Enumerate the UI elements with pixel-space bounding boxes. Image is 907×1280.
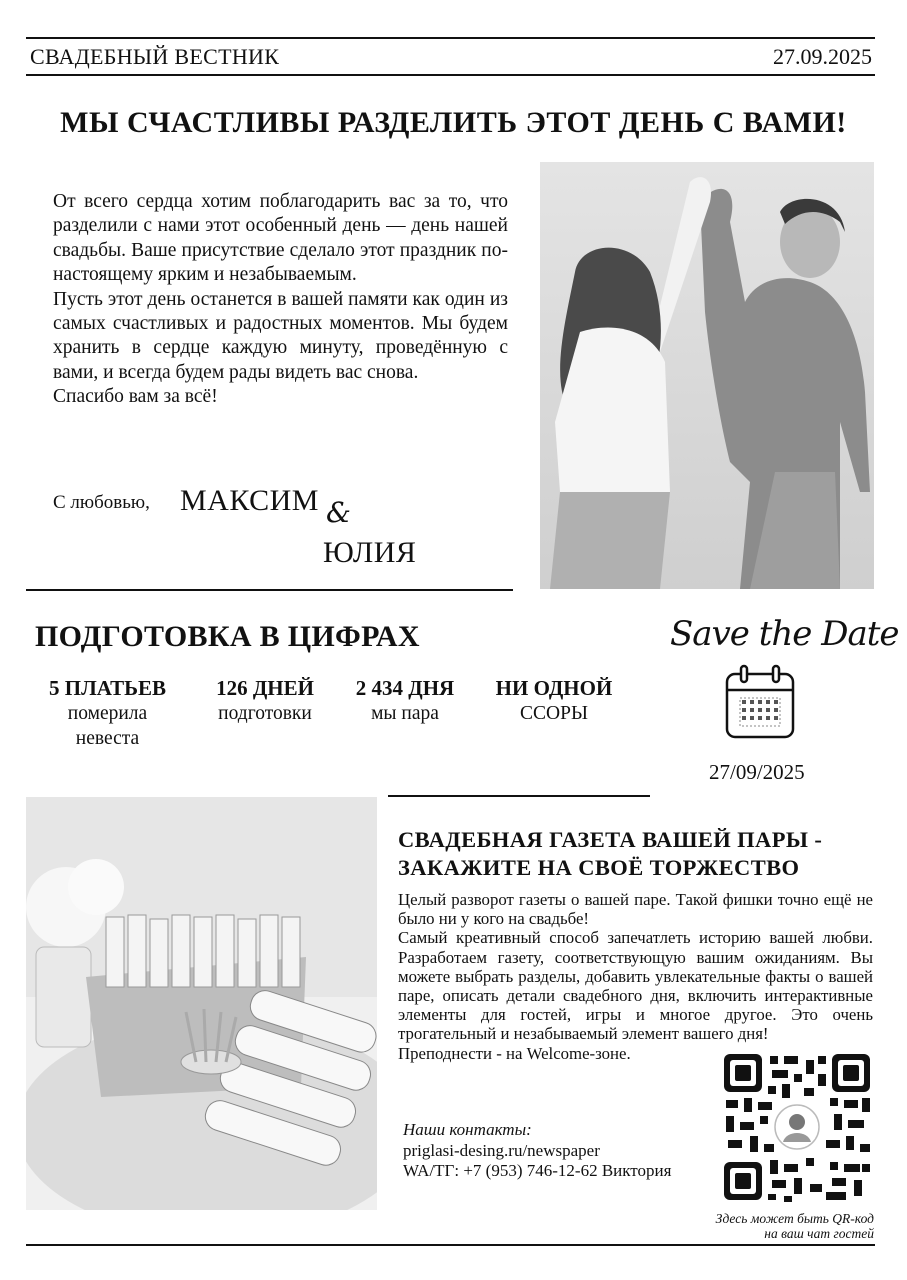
letter-paragraph: Спасибо вам за всё! — [53, 386, 218, 408]
ampersand: & — [326, 496, 351, 529]
thank-you-letter — [53, 190, 508, 410]
stat-caption: ССОРЫ — [520, 703, 588, 724]
letter-divider — [26, 589, 513, 591]
couple-photo — [540, 162, 874, 589]
promo-body — [398, 890, 873, 1063]
save-the-date-label: Save the Date — [670, 614, 899, 654]
promo-paragraph: Самый креативный способ запечатлеть историю вашей любви. Разработаем газету, соответствующую вашим ожиданиям. Вы можете выбрать разделы, добавить увлекательные факты о вашей паре, описать детали свадебного дня, включить интерактивные элементы для гостей, игры и многое другое. Это очень трогательный и незабываемый элемент вашего дня! — [398, 928, 873, 1044]
newspapers-photo — [26, 797, 377, 1210]
stat-caption: померила невеста — [67, 703, 148, 749]
letter-signoff: С любовью, — [53, 492, 150, 513]
stats-title: ПОДГОТОВКА В ЦИФРАХ — [35, 620, 420, 653]
stat-item — [484, 676, 624, 726]
save-the-date-date: 27/09/2025 — [709, 760, 805, 784]
stat-caption: мы пара — [371, 703, 439, 724]
save-date-divider — [388, 795, 650, 797]
groom-name: МАКСИМ — [180, 484, 319, 517]
promo-paragraph: Преподнести - на Welcome-зоне. — [398, 1043, 631, 1063]
promo-title: СВАДЕБНАЯ ГАЗЕТА ВАШЕЙ ПАРЫ - ЗАКАЖИТЕ НА СВОЁ ТОРЖЕСТВО — [398, 827, 823, 880]
masthead-top-rule — [26, 37, 875, 39]
qr-note — [674, 1211, 874, 1241]
stat-item — [36, 676, 179, 751]
stat-value: 5 ПЛАТЬЕВ — [49, 676, 166, 700]
bride-name: ЮЛИЯ — [323, 536, 417, 569]
stat-value: 126 ДНЕЙ — [216, 676, 314, 700]
stat-item — [200, 676, 330, 726]
stat-value: НИ ОДНОЙ — [495, 676, 613, 700]
promo-paragraph: Целый разворот газеты о вашей паре. Такой фишки точно ещё не было ни у кого на свадьбе! — [398, 890, 873, 929]
couple-photo-illustration — [540, 162, 874, 589]
page-headline: МЫ СЧАСТЛИВЫ РАЗДЕЛИТЬ ЭТОТ ДЕНЬ С ВАМИ! — [60, 106, 847, 139]
masthead-title: СВАДЕБНЫЙ ВЕСТНИК — [30, 44, 280, 69]
stat-item — [345, 676, 465, 726]
contacts-phone: WA/ТГ: +7 (953) 746-12-62 Виктория — [403, 1161, 672, 1180]
calendar-icon — [724, 664, 796, 740]
letter-paragraph: Пусть этот день останется в вашей памяти как один из самых счастливых и радостных моментов. Мы будем хранить в сердце каждую минуту, проведённую с вами, и всегда будем рады видеть вас снова. — [53, 288, 508, 383]
qr-note-line: Здесь может быть QR-код — [715, 1211, 874, 1226]
contacts-label: Наши контакты: — [403, 1120, 532, 1139]
qr-note-line: на ваш чат гостей — [764, 1226, 874, 1241]
masthead-bottom-rule — [26, 74, 875, 76]
stat-value: 2 434 ДНЯ — [355, 676, 455, 700]
newspapers-photo-illustration — [26, 797, 377, 1210]
contacts-website-link[interactable]: priglasi-desing.ru/newspaper — [403, 1141, 600, 1160]
page-bottom-rule — [26, 1244, 875, 1246]
stat-caption: подготовки — [218, 703, 312, 724]
qr-code-icon[interactable] — [722, 1052, 872, 1202]
masthead-date: 27.09.2025 — [773, 44, 872, 69]
letter-paragraph: От всего сердца хотим поблагодарить вас за то, что разделили с нами этот особенный день — день нашей свадьбы. Ваше присутствие сделало этот праздник по-настоящему ярким и незабываемым. — [53, 191, 508, 286]
